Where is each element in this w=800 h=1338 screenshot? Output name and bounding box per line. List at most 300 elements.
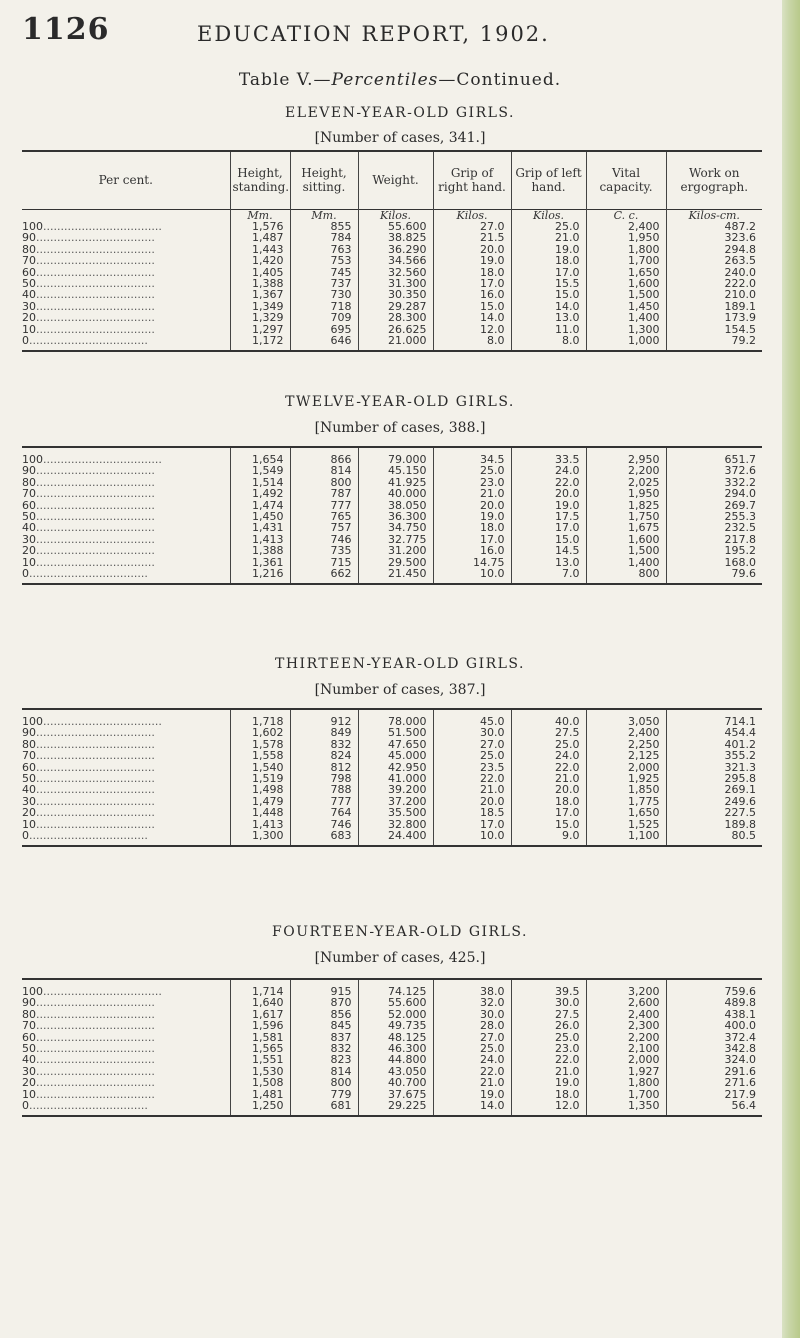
unit-cell: Mm. xyxy=(230,209,290,221)
leader-dots: .................................. xyxy=(36,737,155,751)
value-cell: 24.0 xyxy=(511,750,586,761)
value-cell: 814 xyxy=(290,1066,358,1077)
value-cell: 662 xyxy=(290,568,358,579)
value-cell: 1,850 xyxy=(586,784,666,795)
value-cell: 438.1 xyxy=(666,1009,762,1020)
value-cell: 240.0 xyxy=(666,267,762,278)
leader-dots: .................................. xyxy=(36,783,155,797)
value-cell: 45.0 xyxy=(433,716,511,727)
value-cell: 30.350 xyxy=(358,289,433,300)
value-cell: 1,508 xyxy=(230,1077,290,1088)
value-cell: 355.2 xyxy=(666,750,762,761)
percentile-value: 40 xyxy=(22,288,36,302)
percentile-value: 20 xyxy=(22,1076,36,1090)
table-row xyxy=(22,830,762,841)
value-cell: 16.0 xyxy=(433,289,511,300)
value-cell: 8.0 xyxy=(433,335,511,346)
value-cell: 14.0 xyxy=(511,301,586,312)
value-cell: 19.0 xyxy=(511,500,586,511)
value-cell: 22.0 xyxy=(511,762,586,773)
value-cell: 2,400 xyxy=(586,1009,666,1020)
value-cell: 37.675 xyxy=(358,1089,433,1100)
value-cell: 195.2 xyxy=(666,545,762,556)
value-cell: 12.0 xyxy=(433,324,511,335)
value-cell: 28.0 xyxy=(433,1020,511,1031)
value-cell: 21.5 xyxy=(433,232,511,243)
percentile-cell xyxy=(22,830,230,841)
value-cell: 1,400 xyxy=(586,312,666,323)
value-cell: 80.5 xyxy=(666,830,762,841)
value-cell: 41.000 xyxy=(358,773,433,784)
leader-dots: .................................. xyxy=(36,544,155,558)
unit-cell: C. c. xyxy=(586,209,666,221)
value-cell: 1,519 xyxy=(230,773,290,784)
value-cell: 34.5 xyxy=(433,454,511,465)
value-cell: 22.0 xyxy=(511,1054,586,1065)
percentile-value: 80 xyxy=(22,475,36,489)
value-cell: 13.0 xyxy=(511,312,586,323)
percentile-table-3 xyxy=(22,978,762,1117)
value-cell: 866 xyxy=(290,454,358,465)
percentile-value: 50 xyxy=(22,772,36,786)
value-cell: 32.0 xyxy=(433,997,511,1008)
value-cell: 15.0 xyxy=(511,534,586,545)
section-title: TWELVE-YEAR-OLD GIRLS. xyxy=(285,394,515,410)
value-cell: 263.5 xyxy=(666,255,762,266)
value-cell: 787 xyxy=(290,488,358,499)
value-cell: 646 xyxy=(290,335,358,346)
value-cell: 31.300 xyxy=(358,278,433,289)
value-cell: 18.0 xyxy=(511,255,586,266)
col-height-sitting: Height, sitting. xyxy=(290,151,358,209)
value-cell: 745 xyxy=(290,267,358,278)
percentile-value: 20 xyxy=(22,806,36,820)
percentile-value: 20 xyxy=(22,544,36,558)
value-cell: 40.000 xyxy=(358,488,433,499)
value-cell: 55.600 xyxy=(358,997,433,1008)
page-number: 1126 xyxy=(22,12,110,47)
section-subtitle: [Number of cases, 388.] xyxy=(314,420,486,436)
value-cell: 20.0 xyxy=(433,796,511,807)
value-cell: 1,800 xyxy=(586,1077,666,1088)
value-cell: 25.0 xyxy=(511,739,586,750)
value-cell: 33.5 xyxy=(511,454,586,465)
value-cell: 1,718 xyxy=(230,716,290,727)
value-cell: 845 xyxy=(290,1020,358,1031)
value-cell: 487.2 xyxy=(666,221,762,232)
leader-dots: .................................. xyxy=(36,817,155,831)
percentile-value: 70 xyxy=(22,1019,36,1033)
percentile-value: 60 xyxy=(22,1030,36,1044)
value-cell: 824 xyxy=(290,750,358,761)
percentile-value: 100 xyxy=(22,453,43,466)
value-cell: 779 xyxy=(290,1089,358,1100)
value-cell: 746 xyxy=(290,819,358,830)
value-cell: 21.0 xyxy=(511,1066,586,1077)
leader-dots: .................................. xyxy=(36,772,155,786)
value-cell: 78.000 xyxy=(358,716,433,727)
col-grip-right: Grip of right hand. xyxy=(433,151,511,209)
value-cell: 15.0 xyxy=(433,301,511,312)
percentile-value: 10 xyxy=(22,1087,36,1101)
value-cell: 759.6 xyxy=(666,986,762,997)
value-cell: 269.7 xyxy=(666,500,762,511)
value-cell: 2,400 xyxy=(586,221,666,232)
value-cell: 737 xyxy=(290,278,358,289)
value-cell: 1,617 xyxy=(230,1009,290,1020)
value-cell: 1,367 xyxy=(230,289,290,300)
value-cell: 25.0 xyxy=(433,1043,511,1054)
value-cell: 35.500 xyxy=(358,807,433,818)
value-cell: 27.5 xyxy=(511,1009,586,1020)
percentile-value: 0 xyxy=(22,829,29,843)
percentile-value: 10 xyxy=(22,322,36,336)
leader-dots: .................................. xyxy=(36,760,155,774)
value-cell: 18.5 xyxy=(433,807,511,818)
value-cell: 29.287 xyxy=(358,301,433,312)
value-cell: 814 xyxy=(290,465,358,476)
value-cell: 800 xyxy=(290,477,358,488)
unit-cell: Kilos. xyxy=(511,209,586,221)
percentile-cell xyxy=(22,335,230,346)
leader-dots: .................................. xyxy=(36,521,155,535)
value-cell: 21.0 xyxy=(511,773,586,784)
value-cell: 342.8 xyxy=(666,1043,762,1054)
value-cell: 1,431 xyxy=(230,522,290,533)
leader-dots: .................................. xyxy=(29,829,148,843)
value-cell: 10.0 xyxy=(433,830,511,841)
value-cell: 1,498 xyxy=(230,784,290,795)
value-cell: 74.125 xyxy=(358,986,433,997)
value-cell: 30.0 xyxy=(433,727,511,738)
unit-cell: Mm. xyxy=(290,209,358,221)
value-cell: 1,654 xyxy=(230,454,290,465)
value-cell: 18.0 xyxy=(511,796,586,807)
value-cell: 1,530 xyxy=(230,1066,290,1077)
value-cell: 7.0 xyxy=(511,568,586,579)
value-cell: 1,443 xyxy=(230,244,290,255)
leader-dots: .................................. xyxy=(29,1099,148,1113)
percentile-value: 100 xyxy=(22,715,43,728)
percentile-value: 10 xyxy=(22,555,36,569)
value-cell: 28.300 xyxy=(358,312,433,323)
value-cell: 34.750 xyxy=(358,522,433,533)
percentile-value: 90 xyxy=(22,464,36,478)
value-cell: 56.4 xyxy=(666,1100,762,1111)
leader-dots: .................................. xyxy=(36,498,155,512)
percentile-value: 40 xyxy=(22,1053,36,1067)
table-title-italic: Percentiles xyxy=(331,70,439,90)
value-cell: 1,474 xyxy=(230,500,290,511)
value-cell: 40.0 xyxy=(511,716,586,727)
value-cell: 1,172 xyxy=(230,335,290,346)
leader-dots: .................................. xyxy=(36,1030,155,1044)
value-cell: 1,405 xyxy=(230,267,290,278)
value-cell: 17.0 xyxy=(433,819,511,830)
value-cell: 32.775 xyxy=(358,534,433,545)
value-cell: 1,100 xyxy=(586,830,666,841)
value-cell: 294.0 xyxy=(666,488,762,499)
value-cell: 271.6 xyxy=(666,1077,762,1088)
percentile-value: 80 xyxy=(22,1007,36,1021)
value-cell: 1,388 xyxy=(230,545,290,556)
value-cell: 25.0 xyxy=(511,1032,586,1043)
table-body xyxy=(22,709,762,846)
leader-dots: .................................. xyxy=(36,996,155,1010)
value-cell: 681 xyxy=(290,1100,358,1111)
value-cell: 1,700 xyxy=(586,1089,666,1100)
value-cell: 1,800 xyxy=(586,244,666,255)
value-cell: 1,558 xyxy=(230,750,290,761)
col-vital-capacity: Vital capacity. xyxy=(586,151,666,209)
value-cell: 9.0 xyxy=(511,830,586,841)
value-cell: 1,350 xyxy=(586,1100,666,1111)
value-cell: 1,413 xyxy=(230,534,290,545)
value-cell: 1,349 xyxy=(230,301,290,312)
unit-cell: Kilos. xyxy=(358,209,433,221)
percentile-value: 30 xyxy=(22,794,36,808)
value-cell: 1,578 xyxy=(230,739,290,750)
value-cell: 1,500 xyxy=(586,545,666,556)
value-cell: 1,714 xyxy=(230,986,290,997)
section-subtitle: [Number of cases, 387.] xyxy=(314,682,486,698)
value-cell: 15.5 xyxy=(511,278,586,289)
value-cell: 1,675 xyxy=(586,522,666,533)
value-cell: 1,750 xyxy=(586,511,666,522)
value-cell: 323.6 xyxy=(666,232,762,243)
value-cell: 21.0 xyxy=(433,488,511,499)
value-cell: 21.0 xyxy=(433,784,511,795)
percentile-cell xyxy=(22,568,230,579)
value-cell: 189.1 xyxy=(666,301,762,312)
percentile-table-1 xyxy=(22,446,762,585)
value-cell: 812 xyxy=(290,762,358,773)
value-cell: 27.0 xyxy=(433,1032,511,1043)
table-row xyxy=(22,335,762,346)
value-cell: 777 xyxy=(290,500,358,511)
value-cell: 1,640 xyxy=(230,997,290,1008)
value-cell: 41.925 xyxy=(358,477,433,488)
value-cell: 695 xyxy=(290,324,358,335)
value-cell: 23.0 xyxy=(511,1043,586,1054)
value-cell: 1,650 xyxy=(586,807,666,818)
value-cell: 832 xyxy=(290,1043,358,1054)
value-cell: 1,565 xyxy=(230,1043,290,1054)
value-cell: 22.0 xyxy=(433,1066,511,1077)
value-cell: 30.0 xyxy=(433,1009,511,1020)
leader-dots: .................................. xyxy=(36,555,155,569)
value-cell: 321.3 xyxy=(666,762,762,773)
value-cell: 855 xyxy=(290,221,358,232)
section-subtitle: [Number of cases, 341.] xyxy=(314,130,486,146)
value-cell: 11.0 xyxy=(511,324,586,335)
leader-dots: .................................. xyxy=(36,311,155,325)
value-cell: 52.000 xyxy=(358,1009,433,1020)
value-cell: 823 xyxy=(290,1054,358,1065)
value-cell: 31.200 xyxy=(358,545,433,556)
value-cell: 651.7 xyxy=(666,454,762,465)
value-cell: 55.600 xyxy=(358,221,433,232)
value-cell: 47.650 xyxy=(358,739,433,750)
leader-dots: .................................. xyxy=(29,333,148,347)
value-cell: 849 xyxy=(290,727,358,738)
percentile-value: 30 xyxy=(22,1064,36,1078)
value-cell: 837 xyxy=(290,1032,358,1043)
value-cell: 1,361 xyxy=(230,557,290,568)
value-cell: 746 xyxy=(290,534,358,545)
value-cell: 714.1 xyxy=(666,716,762,727)
value-cell: 18.0 xyxy=(433,522,511,533)
value-cell: 1,596 xyxy=(230,1020,290,1031)
value-cell: 217.8 xyxy=(666,534,762,545)
value-cell: 1,600 xyxy=(586,278,666,289)
leader-dots: .................................. xyxy=(43,219,162,233)
value-cell: 17.0 xyxy=(511,267,586,278)
value-cell: 37.200 xyxy=(358,796,433,807)
percentile-value: 0 xyxy=(22,1099,29,1113)
value-cell: 21.0 xyxy=(433,1077,511,1088)
value-cell: 17.0 xyxy=(511,807,586,818)
percentile-value: 20 xyxy=(22,311,36,325)
leader-dots: .................................. xyxy=(36,254,155,268)
table-body xyxy=(22,979,762,1116)
value-cell: 79.000 xyxy=(358,454,433,465)
percentile-value: 50 xyxy=(22,276,36,290)
value-cell: 255.3 xyxy=(666,511,762,522)
value-cell: 870 xyxy=(290,997,358,1008)
value-cell: 1,581 xyxy=(230,1032,290,1043)
value-cell: 1,388 xyxy=(230,278,290,289)
value-cell: 27.5 xyxy=(511,727,586,738)
value-cell: 1,500 xyxy=(586,289,666,300)
leader-dots: .................................. xyxy=(36,487,155,501)
running-head: EDUCATION REPORT, 1902. xyxy=(197,22,550,46)
leader-dots: .................................. xyxy=(36,322,155,336)
value-cell: 40.700 xyxy=(358,1077,433,1088)
leader-dots: .................................. xyxy=(36,276,155,290)
value-cell: 3,050 xyxy=(586,716,666,727)
value-cell: 295.8 xyxy=(666,773,762,784)
value-cell: 2,250 xyxy=(586,739,666,750)
value-cell: 764 xyxy=(290,807,358,818)
leader-dots: .................................. xyxy=(36,794,155,808)
value-cell: 832 xyxy=(290,739,358,750)
value-cell: 1,540 xyxy=(230,762,290,773)
section-title: THIRTEEN-YEAR-OLD GIRLS. xyxy=(275,656,525,672)
value-cell: 763 xyxy=(290,244,358,255)
value-cell: 1,450 xyxy=(230,511,290,522)
value-cell: 17.0 xyxy=(433,534,511,545)
value-cell: 2,025 xyxy=(586,477,666,488)
percentile-value: 10 xyxy=(22,817,36,831)
value-cell: 32.800 xyxy=(358,819,433,830)
value-cell: 34.566 xyxy=(358,255,433,266)
leader-dots: .................................. xyxy=(36,726,155,740)
value-cell: 2,950 xyxy=(586,454,666,465)
percentile-value: 60 xyxy=(22,265,36,279)
value-cell: 19.0 xyxy=(511,1077,586,1088)
value-cell: 21.000 xyxy=(358,335,433,346)
value-cell: 32.560 xyxy=(358,267,433,278)
value-cell: 173.9 xyxy=(666,312,762,323)
value-cell: 23.5 xyxy=(433,762,511,773)
leader-dots: .................................. xyxy=(43,715,162,728)
value-cell: 1,775 xyxy=(586,796,666,807)
value-cell: 43.050 xyxy=(358,1066,433,1077)
col-work-ergograph: Work on ergograph. xyxy=(666,151,762,209)
leader-dots: .................................. xyxy=(36,1076,155,1090)
value-cell: 18.0 xyxy=(511,1089,586,1100)
value-cell: 1,479 xyxy=(230,796,290,807)
value-cell: 400.0 xyxy=(666,1020,762,1031)
value-cell: 12.0 xyxy=(511,1100,586,1111)
value-cell: 38.825 xyxy=(358,232,433,243)
leader-dots: .................................. xyxy=(36,475,155,489)
value-cell: 217.9 xyxy=(666,1089,762,1100)
value-cell: 48.125 xyxy=(358,1032,433,1043)
leader-dots: .................................. xyxy=(36,749,155,763)
value-cell: 1,549 xyxy=(230,465,290,476)
value-cell: 19.0 xyxy=(433,511,511,522)
value-cell: 20.0 xyxy=(433,244,511,255)
value-cell: 45.000 xyxy=(358,750,433,761)
value-cell: 1,450 xyxy=(586,301,666,312)
value-cell: 27.0 xyxy=(433,221,511,232)
spacer-row xyxy=(22,841,762,846)
spacer-row xyxy=(22,1111,762,1116)
value-cell: 22.0 xyxy=(433,773,511,784)
percentile-value: 60 xyxy=(22,498,36,512)
value-cell: 2,200 xyxy=(586,465,666,476)
value-cell: 291.6 xyxy=(666,1066,762,1077)
col-height-standing: Height, standing. xyxy=(230,151,290,209)
value-cell: 1,413 xyxy=(230,819,290,830)
value-cell: 15.0 xyxy=(511,289,586,300)
percentile-value: 80 xyxy=(22,242,36,256)
leader-dots: .................................. xyxy=(36,1007,155,1021)
leader-dots: .................................. xyxy=(36,464,155,478)
table-title-prefix: Table V.— xyxy=(238,70,332,90)
value-cell: 1,400 xyxy=(586,557,666,568)
value-cell: 29.500 xyxy=(358,557,433,568)
section-subtitle: [Number of cases, 425.] xyxy=(314,950,486,966)
value-cell: 44.800 xyxy=(358,1054,433,1065)
value-cell: 2,000 xyxy=(586,1054,666,1065)
value-cell: 1,300 xyxy=(230,830,290,841)
value-cell: 777 xyxy=(290,796,358,807)
percentile-value: 30 xyxy=(22,299,36,313)
leader-dots: .................................. xyxy=(36,1064,155,1078)
value-cell: 36.290 xyxy=(358,244,433,255)
value-cell: 372.4 xyxy=(666,1032,762,1043)
percentile-value: 100 xyxy=(22,985,43,998)
percentile-value: 70 xyxy=(22,487,36,501)
value-cell: 27.0 xyxy=(433,739,511,750)
value-cell: 1,000 xyxy=(586,335,666,346)
spacer-row xyxy=(22,346,762,351)
table-body xyxy=(22,209,762,351)
value-cell: 24.0 xyxy=(433,1054,511,1065)
percentile-value: 50 xyxy=(22,1042,36,1056)
percentile-value: 40 xyxy=(22,521,36,535)
value-cell: 912 xyxy=(290,716,358,727)
value-cell: 2,200 xyxy=(586,1032,666,1043)
leader-dots: .................................. xyxy=(43,453,162,466)
value-cell: 269.1 xyxy=(666,784,762,795)
value-cell: 26.0 xyxy=(511,1020,586,1031)
value-cell: 46.300 xyxy=(358,1043,433,1054)
value-cell: 1,950 xyxy=(586,488,666,499)
